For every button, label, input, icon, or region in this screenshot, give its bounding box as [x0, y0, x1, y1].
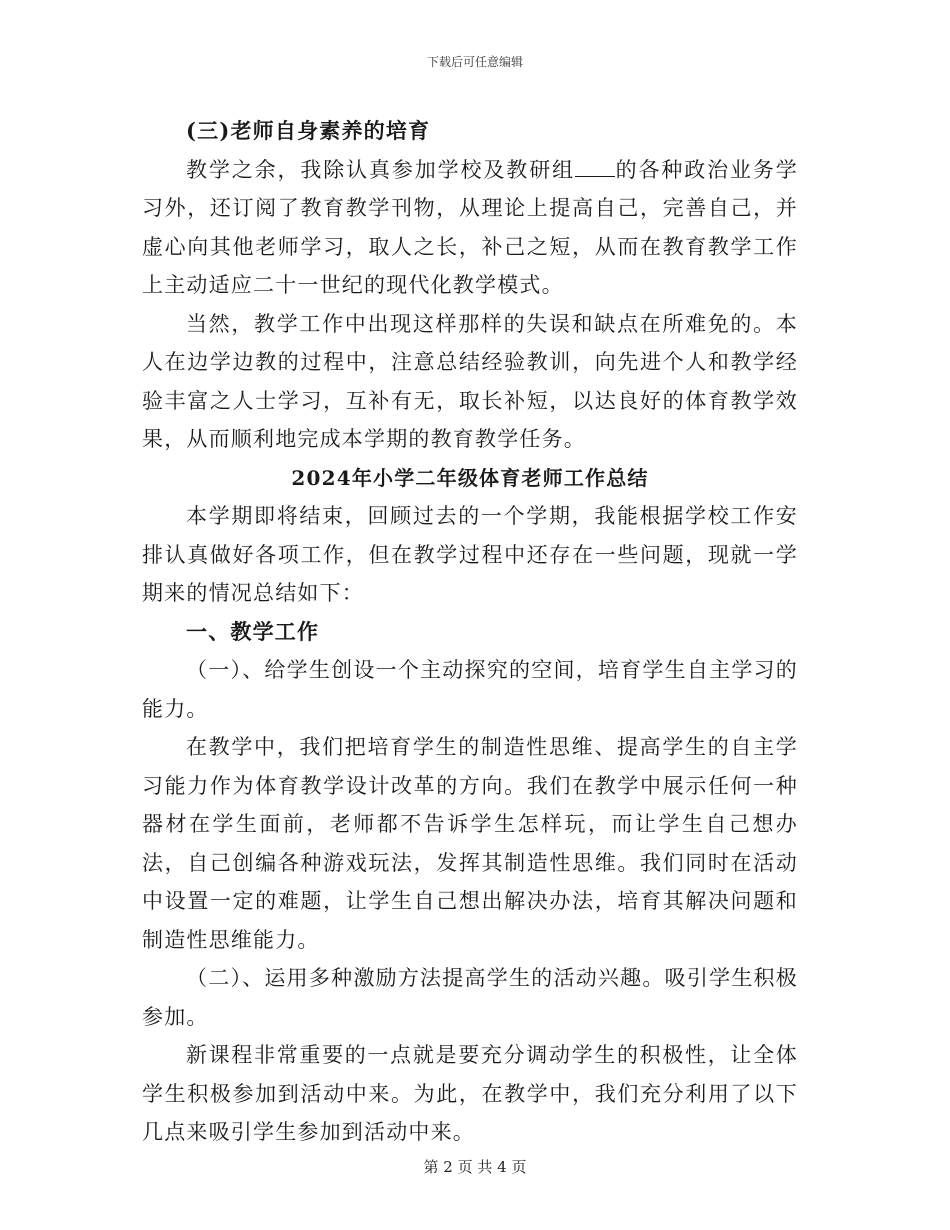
section-heading-teacher-quality: (三)老师自身素养的培育: [186, 118, 431, 143]
paragraph-new-curriculum: 新课程非常重要的一点就是要充分调动学生的积极性，让全体学生积极参加到活动中来。为此，在教学中，我们充分利用了以下几点来吸引学生参加到活动中来。: [142, 1043, 798, 1144]
paragraph-shortcomings: 当然，教学工作中出现这样那样的失误和缺点在所难免的。本人在边学边教的过程中，注意总结经验教训，向先进个人和教学经验丰富之人士学习，互补有无，取长补短，以达良好的体育教学效果，从而顺利地完成本学期的教育教学任务。: [142, 311, 798, 451]
paragraph-study-part1: 教学之余，我除认真参加学校及教研组: [186, 157, 575, 182]
paragraph-creative-thinking: 在教学中，我们把培育学生的制造性思维、提高学生的自主学习能力作为体育教学设计改革的方向。我们在教学中展示任何一种器材在学生面前，老师都不告诉学生怎样玩，而让学生自己想办法，自己创编各种游戏玩法，发挥其制造性思维。我们同时在活动中设置一定的难题，让学生自己想出解决办法，培育其解决问题和制造性思维能力。: [142, 735, 798, 952]
document-title: 2024年小学二年级体育老师工作总结: [291, 465, 649, 490]
document-body: [142, 112, 798, 1152]
page-footer: 第 2 页 共 4 页: [423, 1158, 527, 1176]
paragraph-study: [142, 151, 798, 305]
blank-underline: [575, 154, 615, 177]
section-heading-teaching-work: 一、教学工作: [186, 618, 320, 644]
subheading-motivation-methods: （二）、运用多种激励方法提高学生的活动兴趣。吸引学生积极参加。: [142, 966, 798, 1029]
paragraph-study-part2: 的各种政治业务学习外，还订阅了教育教学刊物，从理论上提高自己，完善自己，并虚心向其他老师学习，取人之长，补己之短，从而在教育教学工作上主动适应二十一世纪的现代化教学模式。: [142, 157, 798, 297]
subheading-exploration-space: （一）、给学生创设一个主动探究的空间，培育学生自主学习的能力。: [142, 658, 798, 721]
page-header: 下载后可任意编辑: [426, 55, 523, 69]
paragraph-intro: 本学期即将结束，回顾过去的一个学期，我能根据学校工作安排认真做好各项工作，但在教学过程中还存在一些问题，现就一学期来的情况总结如下：: [142, 504, 798, 605]
